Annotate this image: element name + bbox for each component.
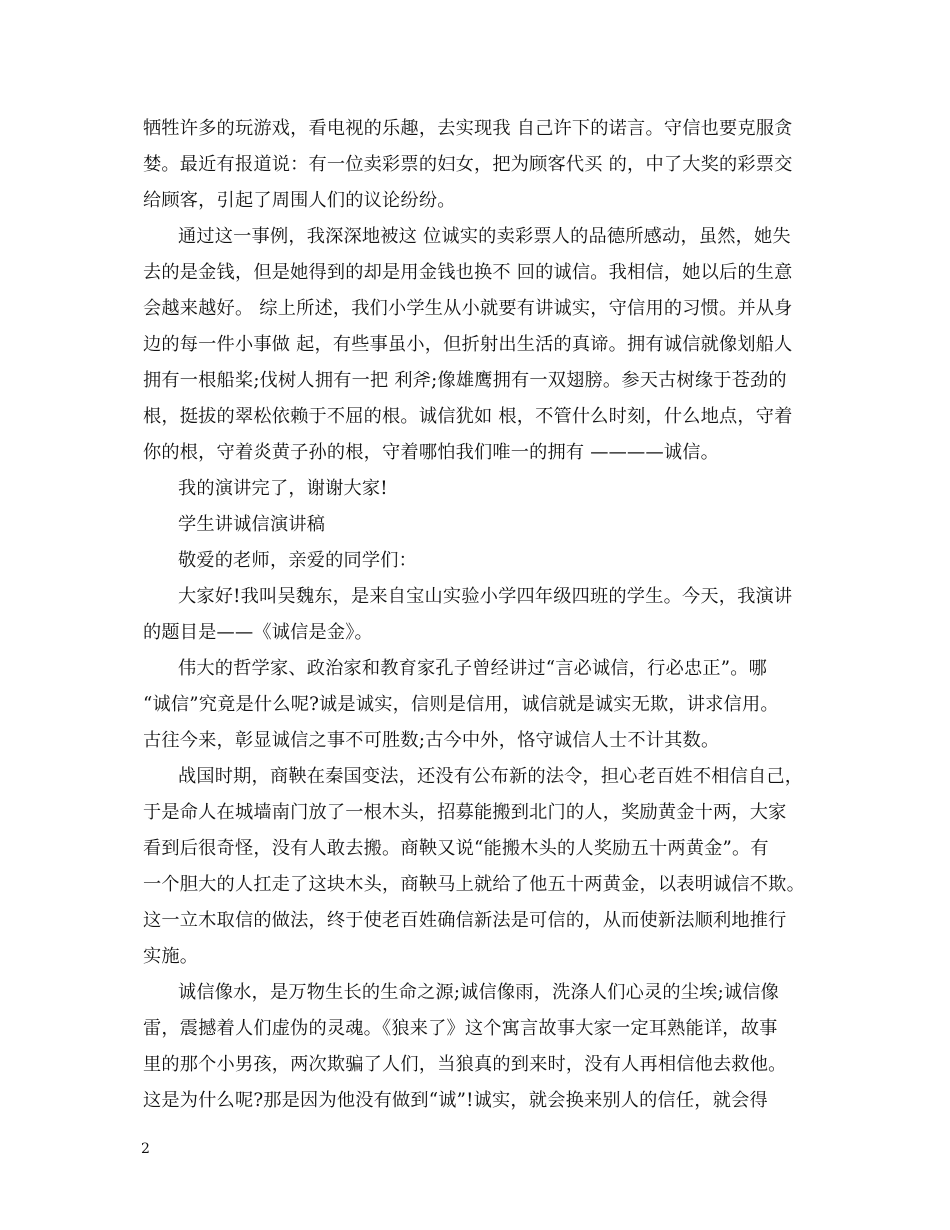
text-line: “诚信”究竟是什么呢?诚是诚实，信则是信用，诚信就是诚实无欺，讲求信用。 xyxy=(143,694,779,715)
text-line: 你的根，守着炎黄子孙的根，守着哪怕我们唯一的拥有 ————诚信。 xyxy=(143,442,719,463)
text-line: 雷，震撼着人们虚伪的灵魂。《狼来了》这个寓言故事大家一定耳熟能详，故事 xyxy=(143,1018,778,1039)
text-line: 给顾客，引起了周围人们的议论纷纷。 xyxy=(143,190,456,211)
text-line: 根，挺拔的翠松依赖于不屈的根。诚信犹如 根，不管什么时刻，什么地点，守着 xyxy=(143,406,793,427)
text-line: 看到后很奇怪，没有人敢去搬。商鞅又说“能搬木头的人奖励五十两黄金”。有 xyxy=(143,838,769,859)
text-line: 实施。 xyxy=(143,946,199,967)
text-line: 婪。最近有报道说：有一位卖彩票的妇女，把为顾客代买 的，中了大奖的彩票交 xyxy=(143,154,793,175)
text-line: 这是为什么呢?那是因为他没有做到“诚”!诚实，就会换来别人的信任，就会得 xyxy=(143,1090,768,1111)
text-line: 去的是金钱，但是她得到的却是用金钱也换不 回的诚信。我相信，她以后的生意 xyxy=(143,262,793,283)
text-line: 边的每一件小事做 起，有些事虽小，但折射出生活的真谛。拥有诚信就像划船人 xyxy=(143,334,793,355)
text-line: 一个胆大的人扛走了这块木头，商鞅马上就给了他五十两黄金，以表明诚信不欺。 xyxy=(143,874,805,895)
text-line: 牺牲许多的玩游戏，看电视的乐趣，去实现我 自己许下的诺言。守信也要克服贪 xyxy=(143,118,793,139)
paragraph-start-line: 战国时期，商鞅在秦国变法，还没有公布新的法令，担心老百姓不相信自己， xyxy=(178,766,804,787)
text-line: 拥有一根船桨;伐树人拥有一把 利斧;像雄鹰拥有一双翅膀。参天古树缘于苍劲的 xyxy=(143,370,787,391)
greeting-line: 敬爱的老师，亲爱的同学们： xyxy=(178,550,418,571)
text-line: 这一立木取信的做法，终于使老百姓确信新法是可信的，从而使新法顺利地推行 xyxy=(143,910,787,931)
closing-line: 我的演讲完了，谢谢大家! xyxy=(178,478,388,499)
page-number: 2 xyxy=(141,1141,150,1157)
paragraph-start-line: 大家好!我叫吴魏东，是来自宝山实验小学四年级四班的学生。今天，我演讲 xyxy=(178,586,793,607)
text-line: 于是命人在城墙南门放了一根木头，招募能搬到北门的人，奖励黄金十两，大家 xyxy=(143,802,787,823)
text-line: 会越来越好。 综上所述，我们小学生从小就要有讲诚实，守信用的习惯。并从身 xyxy=(143,298,793,319)
paragraph-start-line: 诚信像水，是万物生长的生命之源;诚信像雨，洗涤人们心灵的尘埃;诚信像 xyxy=(178,982,780,1003)
text-line: 里的那个小男孩，两次欺骗了人们，当狼真的到来时，没有人再相信他去救他。 xyxy=(143,1054,787,1075)
paragraph-start-line: 伟大的哲学家、政治家和教育家孔子曾经讲过“言必诚信，行必忠正”。哪 xyxy=(178,658,768,679)
text-line: 古往今来，彰显诚信之事不可胜数;古今中外，恪守诚信人士不计其数。 xyxy=(143,730,720,751)
paragraph-start-line: 通过这一事例，我深深地被这 位诚实的卖彩票人的品德所感动，虽然，她失 xyxy=(178,226,791,247)
section-title: 学生讲诚信演讲稿 xyxy=(178,514,326,535)
text-line: 的题目是——《诚信是金》。 xyxy=(143,622,373,643)
